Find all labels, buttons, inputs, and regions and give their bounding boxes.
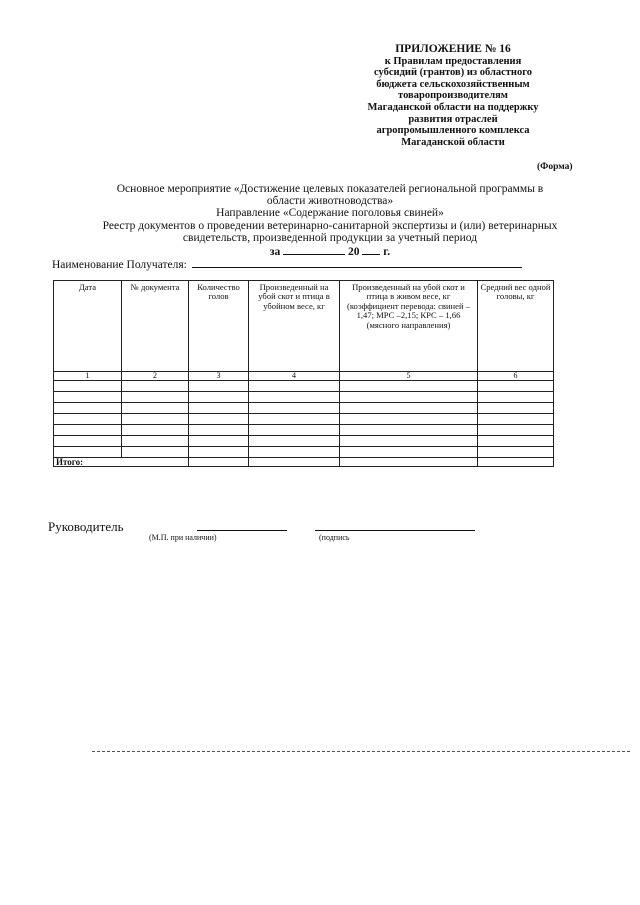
- table-cell[interactable]: [189, 414, 249, 425]
- appendix-line: бюджета сельскохозяйственным: [376, 78, 530, 90]
- table-cell[interactable]: [249, 403, 340, 414]
- table-cell[interactable]: [478, 425, 554, 436]
- column-header-live-weight: Произведенный на убой скот и птица в живом весе, кг (коэффициент перевода: свиней – 1,47; МРС –2,15; КРС – 1,66 (мясного направления): [340, 281, 478, 372]
- appendix-block: [330, 44, 576, 148]
- table-row: [54, 414, 554, 425]
- table-row: [54, 436, 554, 447]
- column-number-row: [54, 372, 554, 381]
- table-cell[interactable]: [122, 414, 189, 425]
- table-cell[interactable]: [478, 414, 554, 425]
- table-cell[interactable]: [249, 447, 340, 458]
- total-cell[interactable]: [249, 458, 340, 467]
- appendix-line: к Правилам предоставления: [384, 55, 522, 67]
- appendix-line: развития отраслей: [408, 113, 498, 125]
- table-cell[interactable]: [340, 403, 478, 414]
- table-cell[interactable]: [189, 447, 249, 458]
- table-cell[interactable]: [189, 436, 249, 447]
- stamp-signature-line[interactable]: [197, 530, 287, 531]
- table-cell[interactable]: [249, 425, 340, 436]
- table-cell[interactable]: [122, 436, 189, 447]
- table-cell[interactable]: [122, 392, 189, 403]
- heading-line: Реестр документов о проведении ветеринарно-санитарной экспертизы и (или) ветеринарных: [102, 219, 558, 232]
- table-cell[interactable]: [478, 392, 554, 403]
- total-cell[interactable]: [340, 458, 478, 467]
- table-cell[interactable]: [54, 381, 122, 392]
- total-cell[interactable]: [478, 458, 554, 467]
- form-label: (Форма): [537, 162, 573, 172]
- table-cell[interactable]: [340, 381, 478, 392]
- table-cell[interactable]: [340, 436, 478, 447]
- table-cell[interactable]: [122, 447, 189, 458]
- column-number: 1: [54, 372, 122, 381]
- table-cell[interactable]: [340, 414, 478, 425]
- table-row: [54, 403, 554, 414]
- column-number: 6: [478, 372, 554, 381]
- column-header-head-count: Количество голов: [189, 281, 249, 372]
- column-number: 2: [122, 372, 189, 381]
- period-prefix: за: [269, 246, 281, 259]
- total-label: Итого:: [54, 458, 189, 467]
- table-cell[interactable]: [122, 403, 189, 414]
- table-cell[interactable]: [478, 436, 554, 447]
- appendix-title: ПРИЛОЖЕНИЕ № 16: [395, 43, 511, 55]
- table-cell[interactable]: [189, 392, 249, 403]
- column-header-slaughter-weight: Произведенный на убой скот и птица в убойном весе, кг: [249, 281, 340, 372]
- table-cell[interactable]: [54, 403, 122, 414]
- table-header-row: [54, 281, 554, 372]
- table-row: [54, 425, 554, 436]
- appendix-line: Магаданской области: [401, 136, 505, 148]
- table-row: [54, 392, 554, 403]
- table-cell[interactable]: [249, 381, 340, 392]
- table-cell[interactable]: [122, 381, 189, 392]
- period-blank-field[interactable]: [283, 244, 345, 255]
- table-cell[interactable]: [340, 392, 478, 403]
- appendix-line: Магаданской области на поддержку: [367, 101, 539, 113]
- heading-line: Основное мероприятие «Достижение целевых показателей региональной программы в: [116, 183, 544, 195]
- table-cell[interactable]: [122, 425, 189, 436]
- document-heading: [50, 183, 610, 258]
- total-row: [54, 458, 554, 467]
- table-cell[interactable]: [189, 425, 249, 436]
- table-cell[interactable]: [478, 447, 554, 458]
- table-row: [54, 381, 554, 392]
- head-signature-label: Руководитель: [48, 519, 124, 534]
- year-blank-field[interactable]: [362, 244, 380, 255]
- table-cell[interactable]: [249, 414, 340, 425]
- signature-line[interactable]: [315, 530, 475, 531]
- stamp-caption: (М.П. при наличии): [149, 533, 217, 542]
- table-cell[interactable]: [54, 414, 122, 425]
- table-cell[interactable]: [249, 436, 340, 447]
- heading-line: области животноводства»: [266, 195, 394, 208]
- column-header-doc-number: № документа: [122, 281, 189, 372]
- column-header-avg-weight: Средний вес одной головы, кг: [478, 281, 554, 372]
- heading-line: Направление «Содержание поголовья свиней»: [216, 207, 444, 220]
- period-suffix: г.: [383, 246, 391, 259]
- table-cell[interactable]: [189, 381, 249, 392]
- page-divider: [92, 751, 630, 752]
- signature-caption: (подпись: [319, 533, 350, 542]
- table-row: [54, 447, 554, 458]
- appendix-line: субсидий (грантов) из областного: [374, 67, 532, 79]
- total-cell[interactable]: [189, 458, 249, 467]
- table-cell[interactable]: [189, 403, 249, 414]
- table-cell[interactable]: [478, 403, 554, 414]
- recipient-name-field[interactable]: [192, 257, 522, 268]
- table-cell[interactable]: [54, 447, 122, 458]
- heading-line: свидетельств, произведенной продукции за учетный период: [182, 231, 478, 244]
- column-header-date: Дата: [54, 281, 122, 372]
- column-number: 3: [189, 372, 249, 381]
- appendix-line: агропромышленного комплекса: [376, 125, 530, 137]
- table-cell[interactable]: [54, 392, 122, 403]
- table-cell[interactable]: [340, 447, 478, 458]
- table-cell[interactable]: [340, 425, 478, 436]
- registry-table: [53, 280, 554, 467]
- column-number: 5: [340, 372, 478, 381]
- table-cell[interactable]: [54, 425, 122, 436]
- period-year: 20: [348, 246, 360, 259]
- appendix-line: товаропроизводителям: [398, 90, 508, 102]
- recipient-label: Наименование Получателя:: [52, 259, 187, 271]
- table-cell[interactable]: [54, 436, 122, 447]
- table-cell[interactable]: [478, 381, 554, 392]
- recipient-row: [52, 257, 522, 271]
- table-cell[interactable]: [249, 392, 340, 403]
- column-number: 4: [249, 372, 340, 381]
